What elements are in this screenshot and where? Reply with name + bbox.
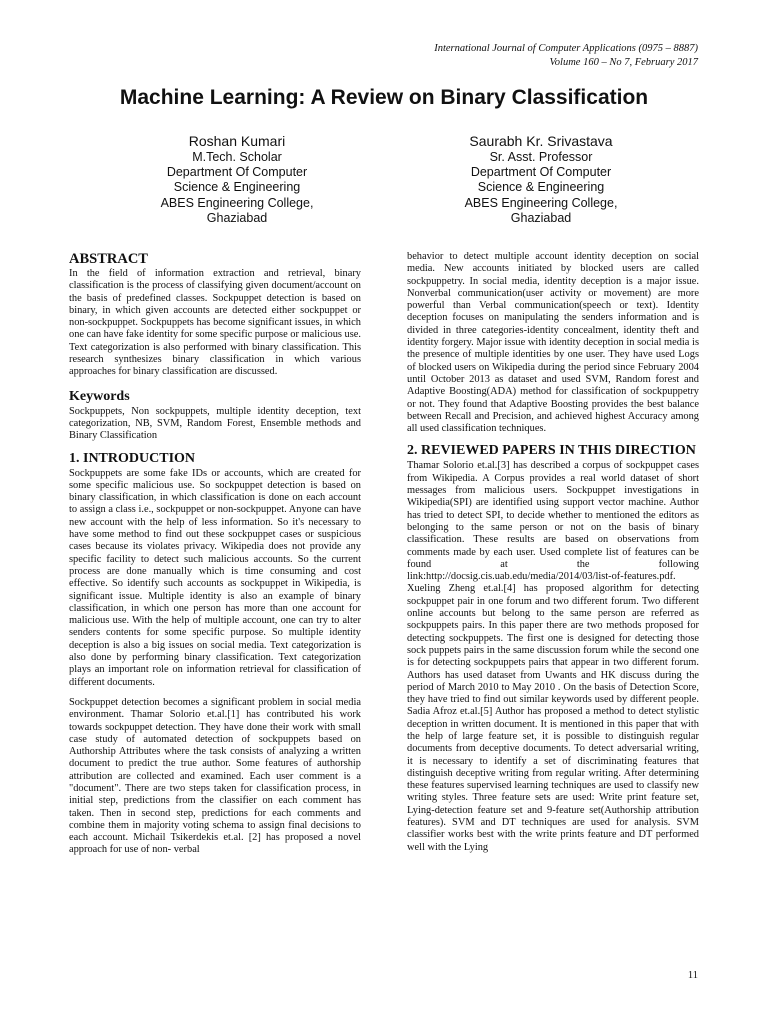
author-block-2 [411,132,671,226]
introduction-heading: 1. INTRODUCTION [69,450,196,466]
author-role: Sr. Asst. Professor [489,150,593,164]
author-block-1 [107,132,367,226]
introduction-paragraph-2: Sockpuppet detection becomes a significant problem in social media environment. Thamar Solorio et.al.[1] has contributed his work towards sockpuppet detection. They have done their work with small case study of automated detection of sockpuppets based on Authorship Attributes where the task consists of analyzing a written document to predict the true author. Some features of authorship attribution are collected and examined. Each user comment is a "document". There are two steps taken for classification process, in initial step, predictions from the classifier on each comment has taken. Then in second step, predictions for each comments and combine them in majority voting schema to assign final decisions to each account. Michail Tsikerdekis et.al. [2] has proposed a novel approach for use of non- verbal [69,696,361,856]
journal-header [434,42,698,70]
author-department: Department Of Computer [166,165,308,180]
journal-volume: Volume 160 – No 7, February 2017 [549,57,698,68]
introduction-paragraph-1: Sockpuppets are some fake IDs or accounts, which are created for some specific malicious use. So sockpuppet detection is based on binary classification, in which classification is done on each account to assign a class i.e., sockpuppet or non-sockpuppet. Anyone can have new account with the help of less information. So it's necessary to have some method to find out these sockpuppet cases or suspicious cases because its violates privacy. Wikipedia does not provide any specific facility to detect such malicious accounts. So the current process are done manually which is time consuming and cost effective. So identify such accounts as sockpuppet in Wikipedia, is significant issue. Multiple identity is also an example of binary classification, in which one person has more than one account for malicious use. With the help of multiple account, one can try to alter senders contents for some specific purpose. So multiple identity deception is also a big issues on social media. Text categorization is also done by performing binary classification. Text categorization plays an important role on information retrieval for classification of different documents. [69,467,361,688]
paper-title: Machine Learning: A Review on Binary Classification [119,86,649,109]
author-department: Department Of Computer [470,165,612,180]
author-name: Roshan Kumari [188,133,286,149]
author-city: Ghaziabad [206,210,268,225]
section-2-text: Thamar Solorio et.al.[3] has described a corpus of sockpuppet cases from Wikipedia. A Corpus provides a real world dataset of short messages from malicious users. Sockpuppet investigations in Wikipedia(SPI) are identified using support vector machine. Author has tried to detect SPI, to decide whether to mentioned the editors as belonging to the same person or not on the basis of binary classification. These results are based on observations from comments made by each user. Used complete list of features can be found at the following link:http://docsig.cis.uab.edu/media/2014/03/list-of-features.pdf. Xueling Zheng et.al.[4] has proposed algorithm for detecting sockpuppet pair in one forum and two different forum. Two different online accounts but belong to the same person are referred as sockpuppets pairs. In this paper there are two methods proposed for detecting sockpuppets. The first one is designed for detecting those sock puppets pairs in the same discussion forum while the second one is for detecting sockpuppets pairs that appear in two different forum. Authors has used dataset from Uwants and HK discuss during the period of March 2010 to May 2010 . On the basis of Detection Score, they have tried to find out similar keywords used by different people. Sadia Afroz et.al.[5] Author has proposed a method to detect stylistic deception in written document. It is mentioned in this paper that with the help of large feature set, it is possible to distinguish regular documents from deceptive documents. To detect adversarial writing, it is necessary to identify a set of discriminating features that distinguish deceptive writing from regular writing. After determining these features supervised learning techniques are used to classify new writing styles. Three feature sets are used: Write print feature set, Lying-detection feature set and 9-feature set(Authorship attribution features). SVM and DT techniques are used for analysis. SVM classifier works best with the write prints feature and DT performed well with the Lying [407,460,699,853]
author-organization: ABES Engineering College, [160,195,314,210]
section-2-heading: 2. REVIEWED PAPERS IN THIS DIRECTION [407,443,696,459]
author-city: Ghaziabad [510,210,572,225]
author-department-line2: Science & Engineering [477,180,605,195]
author-organization: ABES Engineering College, [464,195,618,210]
page-number: 11 [687,970,698,981]
abstract-text: In the field of information extraction and retrieval, binary classification is the process of classifying given document/account on the basis of predefined classes. Sockpuppet detection is based on binary, in which given accounts are detected either sockpuppet or non-sockpuppet. Sockpuppets has become significant issues, in which one can have fake identity for some specific purpose or malicious use. Text categorization is also performed with binary classification. This research synthesizes binary classification in which various approaches for binary classification are discussed. [69,268,361,378]
left-column [69,251,361,865]
introduction-continuation: behavior to detect multiple account identity deception on social media. New accounts initiated by blocked users are called sockpuppetry. In social media, identity deception is a major issue. Nonverbal communication(user activity or movement) are more powerful than Verbal communication(speech or text). Identity deception focuses on manipulating the senders information and is divided in three categories-identity concealment, identity theft and identity forgery. Major issue with identity deception in social media is the presence of multiple identities by one user. They have used Logs of blocked users on Wikipedia during the period since February 2004 until October 2013 as dataset and used SVM, Random forest and Adaptive Boosting(ADA) method for classification of sockpuppetry or not. They found that Adaptive Boosting provides the best balance between Recall and Precision, and achieved highest Accuracy among all used classification techniques. [407,251,699,435]
abstract-heading: ABSTRACT [69,251,148,267]
author-name: Saurabh Kr. Srivastava [469,133,613,149]
author-role: M.Tech. Scholar [192,150,282,164]
journal-name: International Journal of Computer Applications (0975 – 8887) [434,43,698,54]
right-column [407,251,699,862]
keywords-text: Sockpuppets, Non sockpuppets, multiple identity deception, text categorization, NB, SVM, Random Forest, Ensemble methods and Binary Classification [69,405,361,442]
keywords-heading: Keywords [69,388,130,404]
author-department-line2: Science & Engineering [173,180,301,195]
